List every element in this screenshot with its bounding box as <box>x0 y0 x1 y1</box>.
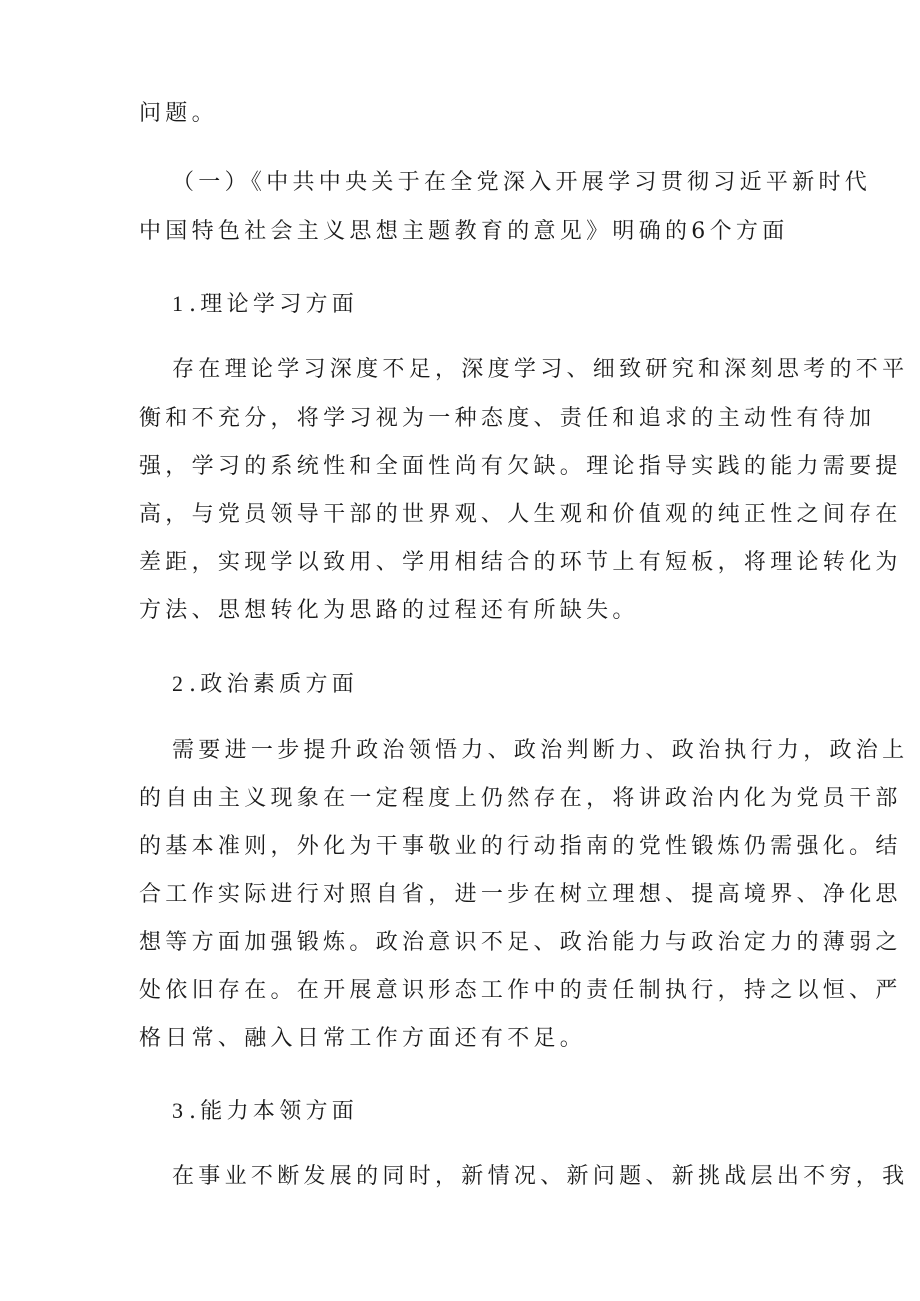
item-1-line: 衡和不充分，将学习视为一种态度、责任和追求的主动性有待加 <box>139 406 876 431</box>
section-title-line-1: （一）《中共中央关于在全党深入开展学习贯彻习近平新时代 <box>172 170 872 195</box>
item-3-title: .能力本领方面 <box>189 1099 359 1124</box>
item-3-line: 在事业不断发展的同时，新情况、新问题、新挑战层出不穷，我 <box>172 1164 909 1189</box>
item-2-line: 想等方面加强锻炼。政治意识不足、政治能力与政治定力的薄弱之 <box>139 930 902 955</box>
item-2-line: 格日常、融入日常工作方面还有不足。 <box>139 1026 587 1051</box>
item-2-title: .政治素质方面 <box>189 672 359 697</box>
item-1-title: .理论学习方面 <box>189 292 359 317</box>
item-1-number: 1 <box>172 291 183 316</box>
section-title-line-2: 中国特色社会主义思想主题教育的意见》明确的6个方面 <box>139 219 789 244</box>
item-2-line: 的基本准则，外化为干事敬业的行动指南的党性锻炼仍需强化。结 <box>139 834 902 859</box>
item-2-heading <box>172 669 358 700</box>
item-1-line: 差距，实现学以致用、学用相结合的环节上有短板，将理论转化为 <box>139 550 902 575</box>
item-1-heading <box>172 289 358 320</box>
item-3-heading <box>172 1096 358 1127</box>
item-1-line: 高，与党员领导干部的世界观、人生观和价值观的纯正性之间存在 <box>139 502 902 527</box>
item-1-line: 存在理论学习深度不足，深度学习、细致研究和深刻思考的不平 <box>172 357 909 382</box>
item-2-line: 合工作实际进行对照自省，进一步在树立理想、提高境界、净化思 <box>139 882 902 907</box>
intro-tail-text: 问题。 <box>139 101 218 126</box>
item-1-line: 方法、思想转化为思路的过程还有所缺失。 <box>139 598 639 623</box>
item-2-line: 的自由主义现象在一定程度上仍然存在，将讲政治内化为党员干部 <box>139 786 902 811</box>
item-1-line: 强，学习的系统性和全面性尚有欠缺。理论指导实践的能力需要提 <box>139 454 902 479</box>
item-3-number: 3 <box>172 1098 183 1123</box>
item-2-number: 2 <box>172 671 183 696</box>
item-2-line: 需要进一步提升政治领悟力、政治判断力、政治执行力，政治上 <box>172 738 909 763</box>
item-2-line: 处依旧存在。在开展意识形态工作中的责任制执行，持之以恒、严 <box>139 978 902 1003</box>
